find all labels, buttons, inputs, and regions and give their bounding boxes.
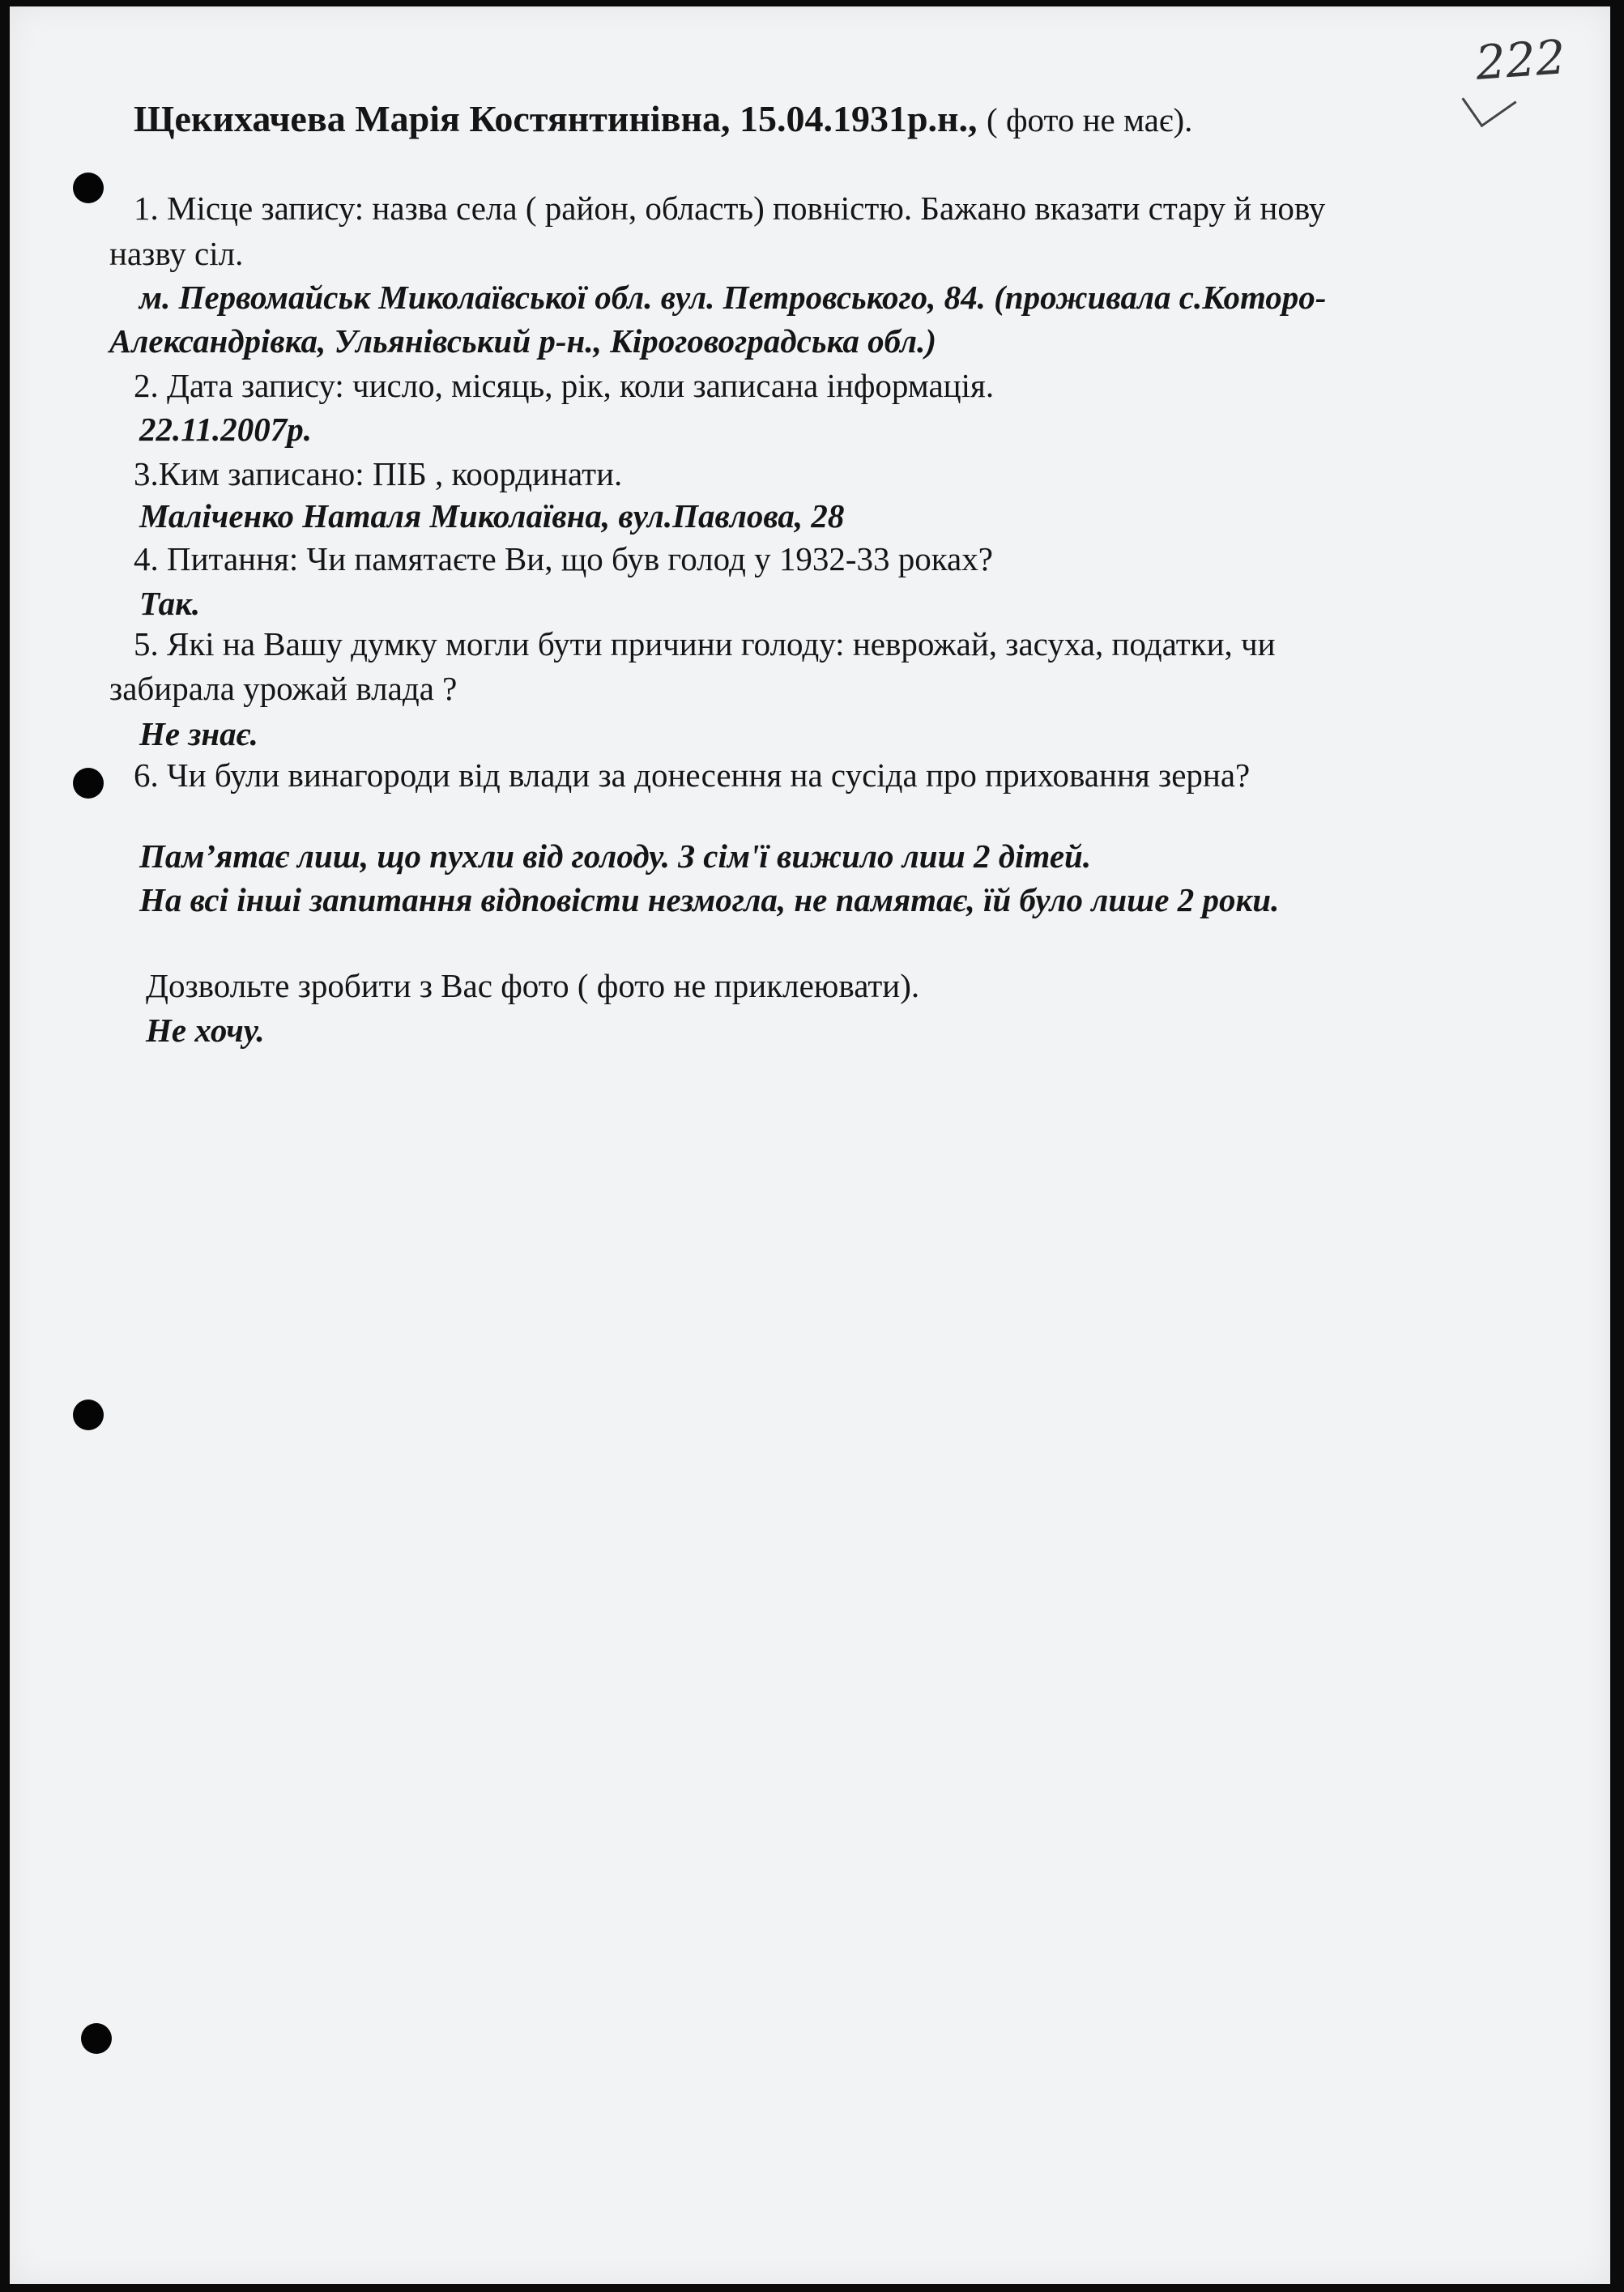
punch-hole (73, 1399, 104, 1430)
question-5-line-1: 5. Які на Вашу думку могли бути причини голоду: неврожай, засуха, податки, чи (134, 625, 1276, 662)
answer-7: Не хочу. (146, 1012, 265, 1049)
question-1-line-2: назву сіл. (109, 235, 244, 272)
punch-hole (81, 2023, 112, 2054)
punch-hole (73, 768, 104, 799)
question-2: 2. Дата запису: число, місяць, рік, коли записана інформація. (134, 367, 995, 404)
page-number: 222 (1473, 29, 1567, 91)
title-note: ( фото не має). (987, 101, 1193, 138)
answer-1-line-1: м. Первомайськ Миколаївської обл. вул. Петровського, 84. (проживала с.Которо- (139, 279, 1327, 316)
document-page (10, 6, 1610, 2284)
answer-5: Не знає. (139, 715, 258, 752)
question-6: 6. Чи були винагороди від влади за донесення на сусіда про приховання зерна? (134, 756, 1251, 794)
question-3: 3.Ким записано: ПІБ , координати. (134, 455, 623, 492)
title-name-date: Щекихачева Марія Костянтинівна, 15.04.1931р.н., (134, 98, 978, 139)
page-title (134, 97, 1192, 140)
answer-4: Так. (139, 585, 201, 622)
answer-6-line-2: На всі інші запитання відповісти незмогла, не памятає, їй було лише 2 роки. (139, 881, 1280, 918)
punch-hole (73, 173, 104, 203)
question-7: Дозвольте зробити з Вас фото ( фото не приклеювати). (146, 967, 920, 1004)
answer-2: 22.11.2007р. (139, 411, 312, 448)
question-1-line-1: 1. Місце запису: назва села ( район, область) повністю. Бажано вказати стару й нову (134, 190, 1326, 227)
answer-1-line-2: Александрівка, Ульянівський р-н., Кіроговоградська обл.) (109, 322, 936, 360)
answer-3: Маліченко Наталя Миколаївна, вул.Павлова, 28 (139, 497, 845, 535)
question-4: 4. Питання: Чи памятаєте Ви, що був голод у 1932-33 роках? (134, 540, 993, 577)
question-5-line-2: забирала урожай влада ? (109, 670, 458, 707)
answer-6-line-1: Пам’ятає лиш, що пухли від голоду. З сім'ї вижило лиш 2 дітей. (139, 837, 1092, 875)
